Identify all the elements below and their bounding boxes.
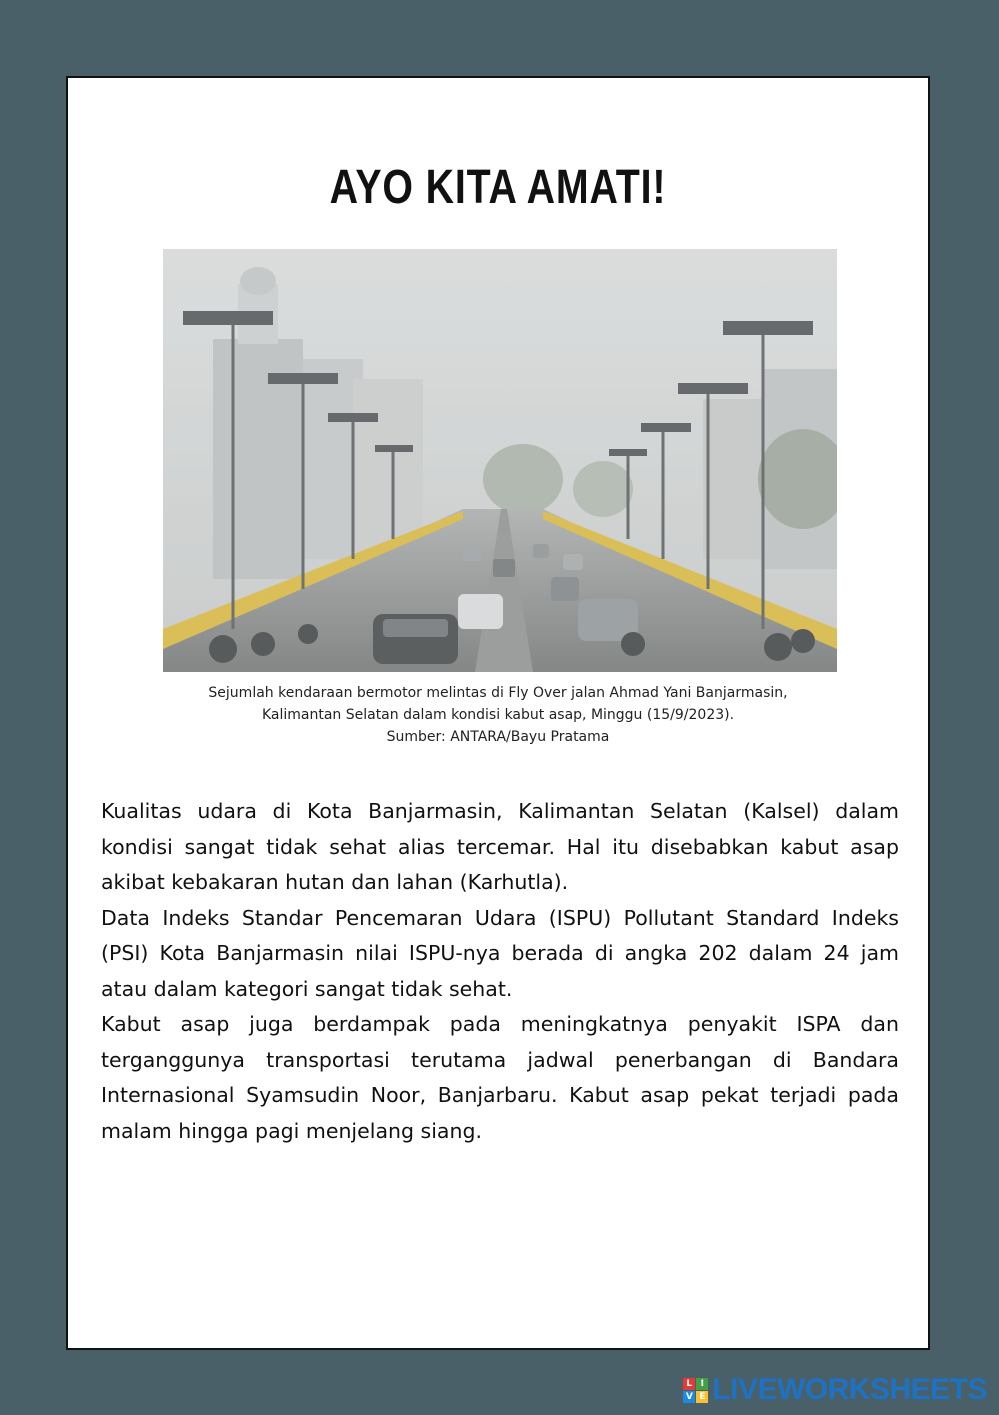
- flyover-haze-illustration: [163, 249, 837, 672]
- logo-letter: V: [683, 1391, 695, 1403]
- paragraph: Kabut asap juga berdampak pada meningkatnya penyakit ISPA dan terganggunya transportasi terutama jadwal penerbangan di Bandara Internasional Syamsudin Noor, Banjarbaru. Kabut asap pekat terjadi pada malam hingga pagi menjelang siang.: [101, 1012, 899, 1143]
- caption-source: Sumber: ANTARA/Bayu Pratama: [386, 729, 610, 745]
- logo-letter: L: [683, 1378, 695, 1390]
- photo-caption: [128, 682, 868, 748]
- worksheet-page: [66, 76, 930, 1350]
- page-title: AYO KITA AMATI!: [329, 161, 667, 214]
- caption-line: Sejumlah kendaraan bermotor melintas di Fly Over jalan Ahmad Yani Banjarmasin,: [208, 685, 788, 701]
- logo-letter: I: [696, 1378, 708, 1390]
- liveworksheets-logo[interactable]: [683, 1373, 987, 1407]
- logo-icon: [683, 1378, 708, 1403]
- article-text: [101, 794, 899, 1149]
- haze-photo: [163, 249, 837, 672]
- paragraph: Kualitas udara di Kota Banjarmasin, Kalimantan Selatan (Kalsel) dalam kondisi sangat tidak sehat alias tercemar. Hal itu disebabkan kabut asap akibat kebakaran hutan dan lahan (Karhutla).: [101, 799, 899, 894]
- logo-text: LIVEWORKSHEETS: [712, 1373, 987, 1406]
- paragraph: Data Indeks Standar Pencemaran Udara (ISPU) Pollutant Standard Indeks (PSI) Kota Banjarmasin nilai ISPU-nya berada di angka 202 dalam 24 jam atau dalam kategori sangat tidak sehat.: [101, 905, 899, 1001]
- logo-letter: E: [696, 1391, 708, 1403]
- caption-line: Kalimantan Selatan dalam kondisi kabut asap, Minggu (15/9/2023).: [261, 707, 735, 723]
